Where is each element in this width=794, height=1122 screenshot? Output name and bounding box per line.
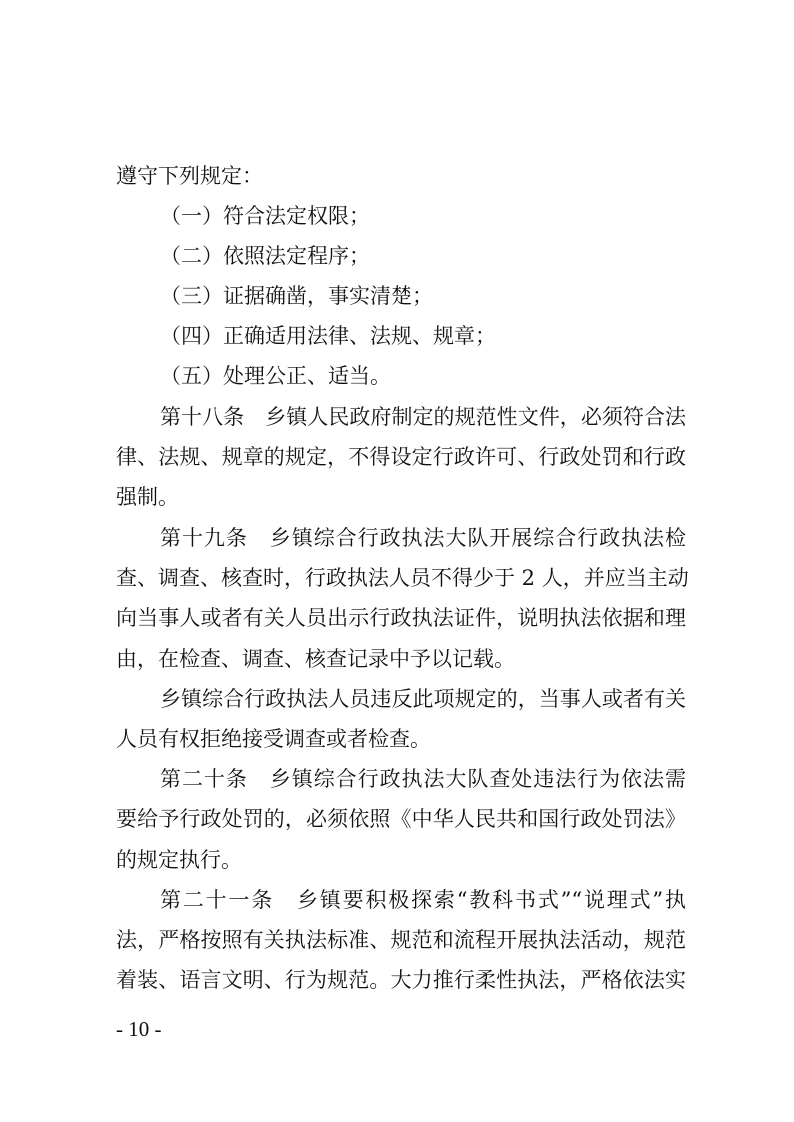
article-20-text: 的规定执行。 — [116, 848, 242, 872]
article-20-text: 要给予行政处罚的，必须依照《中华人民共和国行政处罚法》 — [116, 807, 686, 831]
page-number: - 10 - — [116, 1017, 162, 1041]
article-21-text: 着装、语言文明、行为规范。大力推行柔性执法，严格依法实 — [116, 968, 686, 992]
article-18-text: 第十八条 乡镇人民政府制定的规范性文件，必须符合法 — [160, 405, 686, 429]
paragraph-text: 人员有权拒绝接受调查或者检查。 — [116, 727, 431, 751]
article-19-text: 由，在检查、调查、核查记录中予以记载。 — [116, 647, 515, 671]
article-18-text: 律、法规、规章的规定，不得设定行政许可、行政处罚和行政 — [116, 445, 686, 469]
list-item: （五）处理公正、适当。 — [160, 364, 391, 388]
article-19-text: 向当事人或者有关人员出示行政执法证件，说明执法依据和理 — [116, 606, 686, 630]
article-21-text: 法，严格按照有关执法标准、规范和流程开展执法活动，规范 — [116, 928, 686, 952]
paragraph-text: 乡镇综合行政执法人员违反此项规定的，当事人或者有关 — [160, 687, 686, 711]
article-19-text: 查、调查、核查时，行政执法人员不得少于 2 人，并应当主动 — [116, 566, 689, 590]
list-item: （一）符合法定权限； — [160, 204, 370, 228]
list-item: （四）正确适用法律、法规、规章； — [160, 324, 496, 348]
article-20-text: 第二十条 乡镇综合行政执法大队查处违法行为依法需 — [160, 767, 686, 791]
list-item: （三）证据确凿，事实清楚； — [160, 284, 433, 308]
article-19-text: 第十九条 乡镇综合行政执法大队开展综合行政执法检 — [160, 526, 686, 550]
article-21-text: 第二十一条 乡镇要积极探索“教科书式”“说理式”执 — [160, 888, 686, 912]
text-line: 遵守下列规定： — [116, 164, 263, 188]
list-item: （二）依照法定程序； — [160, 244, 370, 268]
article-18-text: 强制。 — [116, 485, 179, 509]
